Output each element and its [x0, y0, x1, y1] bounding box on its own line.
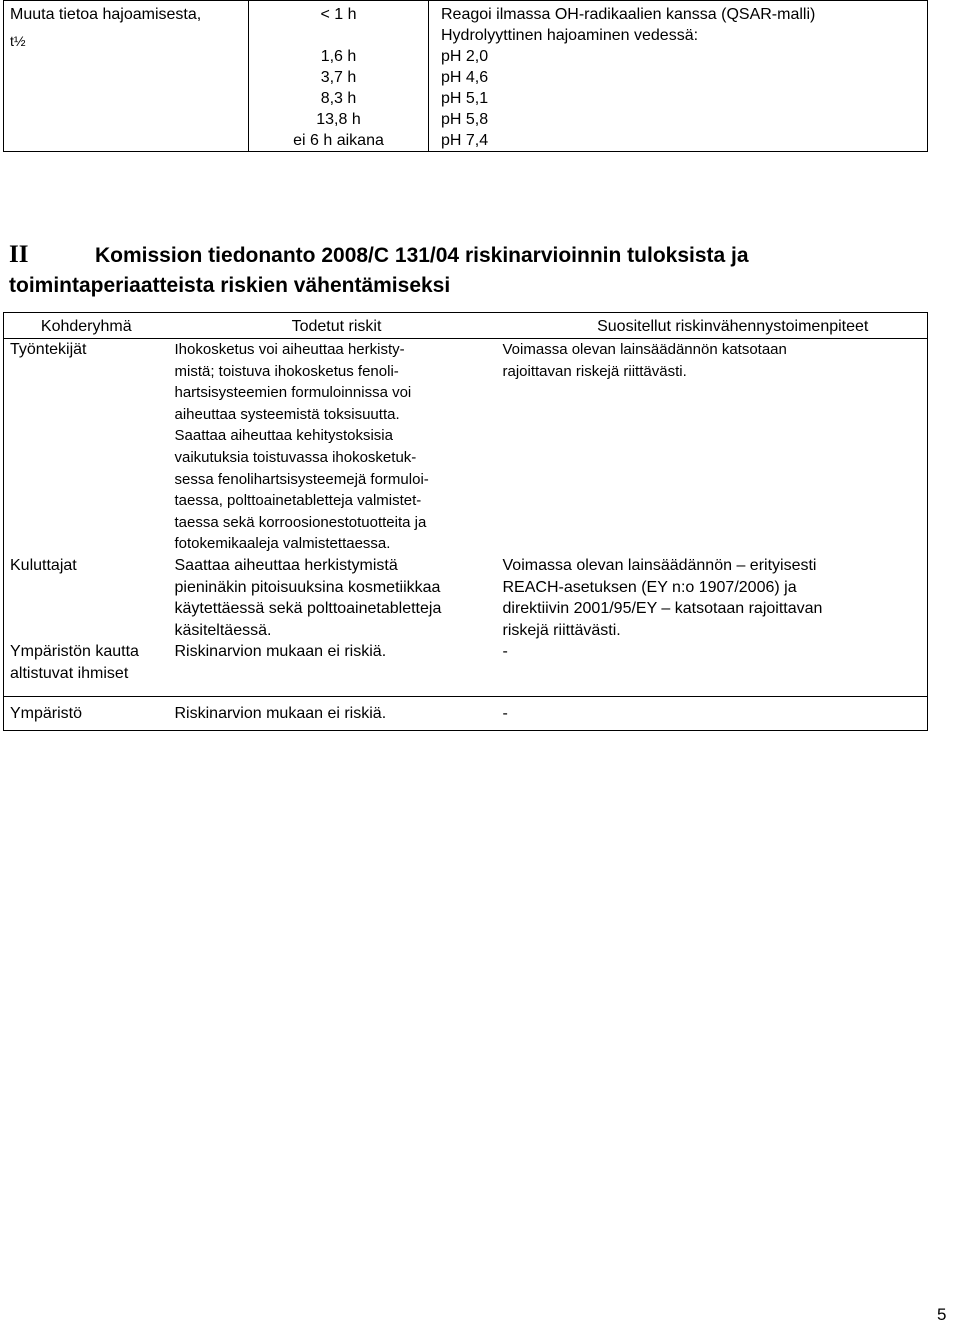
table-row [4, 696, 928, 731]
half-life-descriptions-cell [429, 1, 928, 152]
column-header: Todetut riskit [169, 313, 499, 339]
risk-line: pieninäkin pitoisuuksina kosmetiikkaa [174, 578, 441, 596]
risk-line: sessa fenolihartsisysteemejä formuloi- [174, 470, 429, 488]
measures-cell [499, 555, 928, 641]
half-life-value: 3,7 h [320, 69, 357, 86]
measure-line: riskejä riittävästi. [502, 621, 621, 639]
risk-line: hartsisysteemien formuloinnissa voi [174, 384, 412, 402]
half-life-value: 1,6 h [320, 48, 357, 65]
target-group: Kuluttajat [10, 556, 77, 574]
degradation-description: pH 4,6 [441, 69, 489, 86]
risks-cell [169, 555, 499, 641]
risk-line: käytettäessä sekä polttoainetabletteja [174, 600, 442, 618]
half-life-value: ei 6 h aikana [293, 132, 384, 149]
risk-line: käsiteltäessä. [174, 621, 272, 639]
measure-line: REACH-asetuksen (EY n:o 1907/2006) ja [502, 578, 797, 596]
target-group: altistuvat ihmiset [10, 664, 129, 682]
table-header-row [4, 313, 928, 339]
section-heading [9, 240, 924, 301]
measures-cell [499, 696, 928, 731]
degradation-description: pH 7,4 [441, 132, 489, 149]
measure-line: - [502, 643, 508, 661]
measure-line: rajoittavan riskejä riittävästi. [502, 362, 687, 380]
risk-line: fotokemikaaleja valmistettaessa. [174, 535, 391, 553]
half-life-value [249, 25, 428, 46]
table-row [4, 555, 928, 641]
risk-line: Ihokosketus voi aiheuttaa herkisty- [174, 341, 405, 358]
half-life-table [3, 0, 928, 152]
risk-line: mistä; toistuva ihokosketus fenoli- [174, 362, 399, 380]
half-life-values-cell [249, 1, 429, 152]
half-life-value: < 1 h [320, 6, 357, 23]
measure-line: - [502, 704, 508, 722]
risk-line: taessa, polttoainetabletteja valmistet- [174, 492, 422, 510]
table-row [4, 641, 928, 684]
measures-cell [499, 339, 928, 555]
table-row [4, 339, 928, 555]
risk-line: Saattaa aiheuttaa herkistymistä [174, 556, 398, 574]
risk-line: vaikutuksia toistuvassa ihokosketuk- [174, 448, 417, 466]
heading-line-1: Komission tiedonanto 2008/C 131/04 riskinarvioinnin tuloksista ja [95, 244, 749, 267]
measure-line: Voimassa olevan lainsäädännön katsotaan [502, 341, 787, 358]
target-group-cell [4, 696, 169, 731]
degradation-description: pH 2,0 [441, 48, 489, 65]
risk-line: Riskinarvion mukaan ei riskiä. [174, 704, 387, 722]
target-group-cell [4, 641, 169, 684]
target-group-cell [4, 555, 169, 641]
target-group-cell [4, 339, 169, 555]
section-number: II [9, 241, 29, 268]
half-life-value: 8,3 h [320, 90, 357, 107]
risk-line: Saattaa aiheuttaa kehitystoksisia [174, 427, 393, 445]
target-group: Työntekijät [10, 341, 87, 358]
risk-line: taessa sekä korroosionestotuotteita ja [174, 513, 427, 531]
half-life-label-cell [4, 1, 249, 152]
column-header: Suositellut riskinvähennystoimenpiteet [499, 313, 928, 339]
degradation-description: pH 5,8 [441, 111, 489, 128]
measure-line: Voimassa olevan lainsäädännön – erityisesti [502, 556, 817, 574]
degradation-description: Reagoi ilmassa OH-radikaalien kanssa (QSAR-malli) [441, 6, 816, 23]
target-group: Ympäristön kautta [10, 643, 139, 661]
target-group: Ympäristö [10, 704, 83, 722]
heading-line-2: toimintaperiaatteista riskien vähentämiseksi [9, 274, 451, 297]
column-header: Kohderyhmä [4, 313, 169, 339]
half-life-symbol: t½ [10, 33, 26, 49]
half-life-value: 13,8 h [316, 111, 361, 128]
risks-cell [169, 641, 499, 684]
risk-line: Riskinarvion mukaan ei riskiä. [174, 643, 387, 661]
degradation-description: pH 5,1 [441, 90, 489, 107]
half-life-label: Muuta tietoa hajoamisesta, [10, 6, 202, 23]
risk-table [3, 312, 928, 731]
risk-line: aiheuttaa systeemistä toksisuutta. [174, 405, 400, 423]
risks-cell [169, 339, 499, 555]
degradation-description: Hydrolyyttinen hajoaminen vedessä: [441, 27, 699, 44]
risks-cell [169, 696, 499, 731]
page-number: 5 [937, 1305, 947, 1324]
spacer-row [4, 685, 928, 697]
measure-line: direktiivin 2001/95/EY – katsotaan rajoittavan [502, 600, 823, 618]
measures-cell [499, 641, 928, 684]
